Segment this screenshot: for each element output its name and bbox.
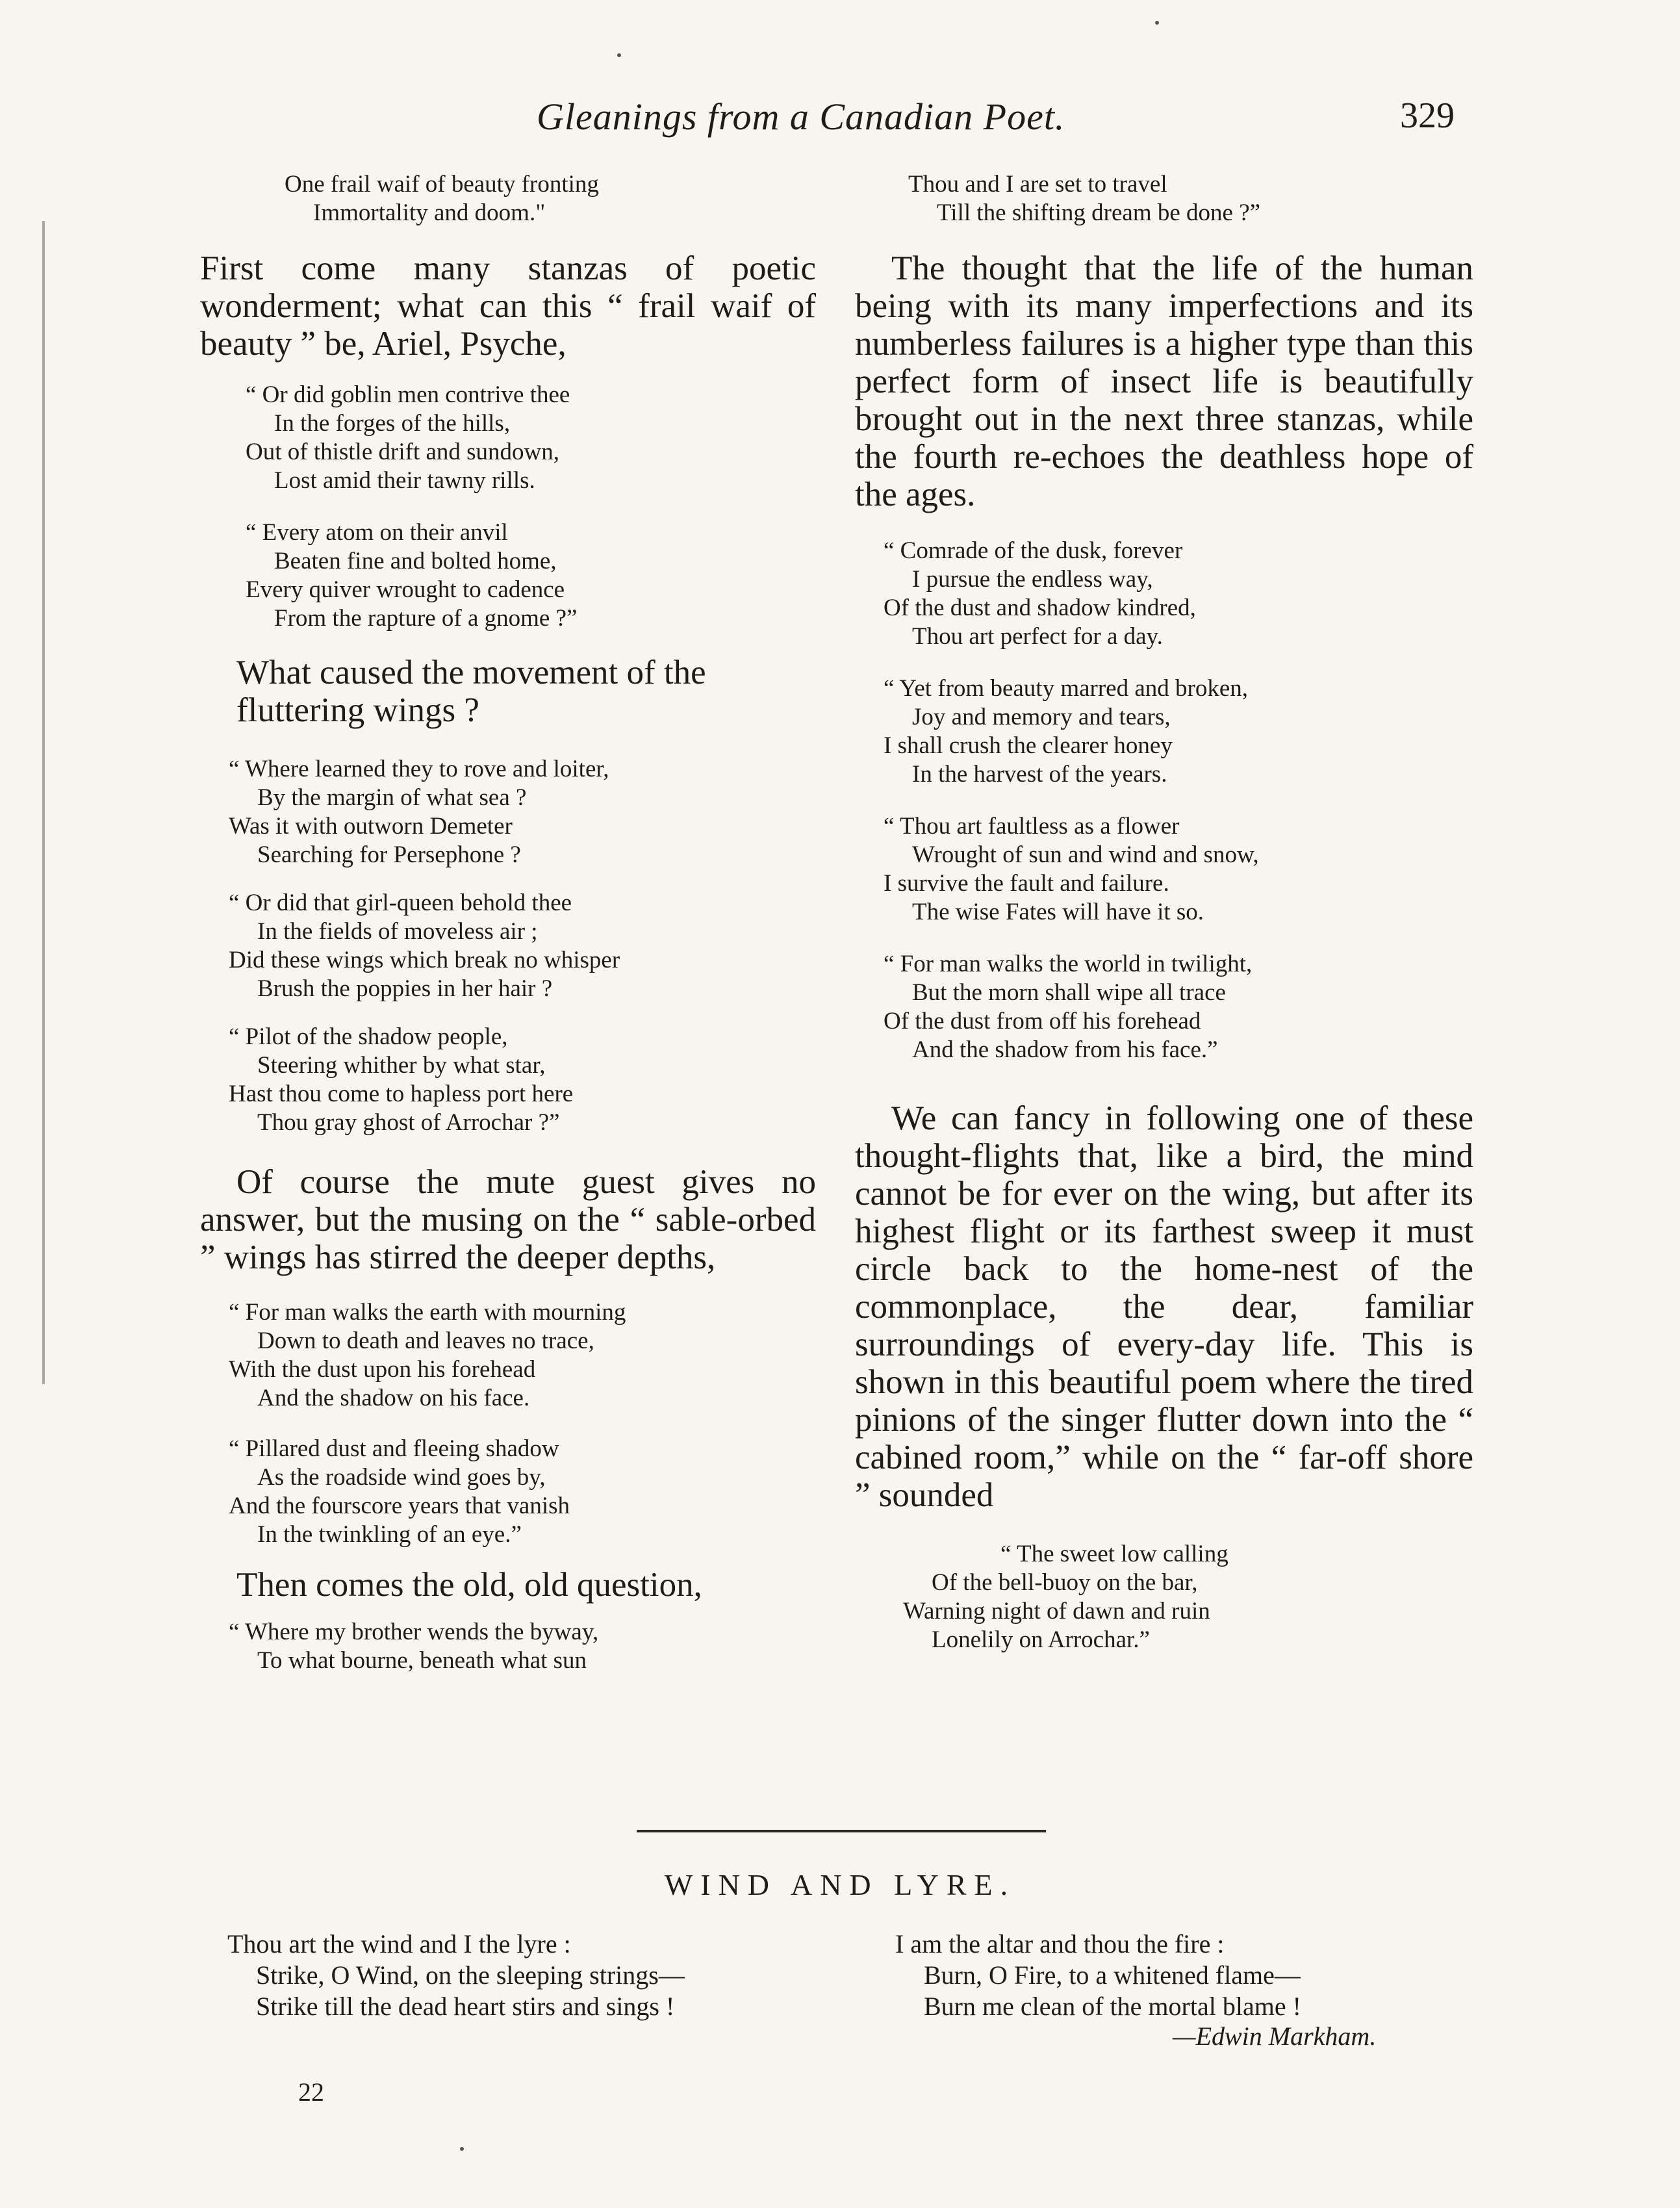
verse-line: I pursue the endless way, (912, 566, 1153, 593)
verse-line: Thou gray ghost of Arrochar ?” (257, 1109, 560, 1136)
stanza-travel (855, 170, 1473, 227)
verse-line: “ For man walks the earth with mourning (229, 1299, 626, 1326)
verse-line: Brush the poppies in her hair ? (257, 975, 553, 1002)
stanza-bell (855, 1540, 1473, 1654)
stanza-opening (200, 170, 816, 227)
verse-line: From the rapture of a gnome ?” (274, 605, 578, 632)
verse-line: “ Yet from beauty marred and broken, (884, 675, 1248, 702)
section-divider (637, 1830, 1046, 1832)
verse-line: “ Where learned they to rove and loiter, (229, 756, 609, 782)
verse-line: Burn, O Fire, to a whitened flame— (924, 1960, 1301, 1990)
verse-line: Strike till the dead heart stirs and sings ! (256, 1992, 675, 2021)
prose-paragraph-4: Then comes the old, old question, (236, 1566, 702, 1604)
verse-line: With the dust upon his forehead (229, 1356, 536, 1383)
verse-line: Hast thou come to hapless port here (229, 1081, 574, 1107)
verse-line: “ Every atom on their anvil (246, 519, 508, 546)
wind-and-lyre-left-stanza (227, 1929, 685, 2022)
stanza-brother (200, 1618, 816, 1675)
verse-line: But the morn shall wipe all trace (912, 979, 1226, 1006)
verse-line: And the shadow on his face. (257, 1385, 530, 1411)
verse-line: Beaten fine and bolted home, (274, 548, 557, 574)
verse-line: And the shadow from his face.” (912, 1036, 1218, 1063)
verse-line: “ Pilot of the shadow people, (229, 1023, 508, 1050)
ink-speck (460, 2147, 464, 2151)
verse-line: In the fields of moveless air ; (257, 918, 538, 945)
stanza-faultless (855, 812, 1473, 927)
stanza-pilot (200, 1023, 816, 1137)
stanza-goblin (200, 381, 816, 495)
verse-line: In the forges of the hills, (274, 410, 511, 437)
verse-line: Was it with outworn Demeter (229, 813, 513, 840)
signature-mark: 22 (298, 2077, 324, 2107)
stanza-twilight (855, 950, 1473, 1064)
verse-line: Thou and I are set to travel (908, 171, 1167, 198)
verse-line: Joy and memory and tears, (912, 704, 1171, 730)
verse-line: The wise Fates will have it so. (912, 899, 1204, 925)
verse-line: Of the dust from off his forehead (884, 1008, 1201, 1034)
scan-margin-edge (42, 221, 45, 1384)
running-header-title: Gleanings from a Canadian Poet. (537, 96, 1065, 138)
prose-paragraph-1: First come many stanzas of poetic wonderment; what can this “ frail waif of beauty ” be, Ariel, Psyche, (200, 250, 816, 363)
verse-line: “ Pillared dust and fleeing shadow (229, 1435, 559, 1462)
verse-line: Of the dust and shadow kindred, (884, 595, 1196, 621)
prose-paragraph-2: What caused the movement of the fluttering wings ? (236, 654, 706, 729)
verse-line: And the fourscore years that vanish (229, 1493, 570, 1519)
ink-speck (617, 53, 621, 57)
verse-line: I am the altar and thou the fire : (895, 1929, 1225, 1958)
verse-line: I shall crush the clearer honey (884, 732, 1173, 759)
verse-line: Of the bell-buoy on the bar, (932, 1569, 1198, 1596)
prose-paragraph-3: Of course the mute guest gives no answer, but the musing on the “ sable-orbed ” wings has stirred the deeper depths, (200, 1163, 816, 1276)
verse-line: Did these wings which break no whisper (229, 947, 620, 973)
left-column (200, 170, 816, 1675)
prose-paragraph-right-2: We can fancy in following one of these thought-flights that, like a bird, the mind cannot be for ever on the wing, but after its highest flight or its farthest sweep it must circle back to the home-nest of the commonplace, the dear, familiar surroundings of every-day life. This is shown in this beautiful poem where the tired pinions of the singer flutter down into the “ cabined room,” while on the “ far-off shore ” sounded (855, 1099, 1473, 1514)
verse-line: Thou art the wind and I the lyre : (227, 1929, 571, 1958)
verse-line: Searching for Persephone ? (257, 841, 521, 868)
stanza-mourning (200, 1298, 816, 1413)
verse-line: Strike, O Wind, on the sleeping strings— (256, 1960, 685, 1990)
verse-line: Steering whither by what star, (257, 1052, 546, 1079)
verse-line: Thou art perfect for a day. (912, 623, 1163, 650)
verse-line: “ The sweet low calling (1000, 1541, 1228, 1567)
prose-paragraph-right-1: The thought that the life of the human being with its many imperfections and its numberless failures is a higher type than this perfect form of insect life is beautifully brought out in the next three stanzas, while the fourth re-echoes the deathless hope of the ages. (855, 250, 1473, 513)
verse-line: Out of thistle drift and sundown, (246, 439, 560, 465)
verse-line: Burn me clean of the mortal blame ! (924, 1992, 1301, 2021)
verse-line: Lonelily on Arrochar.” (932, 1626, 1150, 1653)
stanza-beauty (855, 674, 1473, 789)
poem-title: WIND AND LYRE. (664, 1868, 1016, 1901)
stanza-pillared (200, 1435, 816, 1549)
verse-line: Every quiver wrought to cadence (246, 576, 565, 603)
verse-line: “ Or did goblin men contrive thee (246, 381, 570, 408)
right-column (855, 170, 1473, 1654)
verse-line: “ Where my brother wends the byway, (229, 1619, 599, 1645)
verse-line: Lost amid their tawny rills. (274, 467, 535, 494)
stanza-comrade (855, 537, 1473, 651)
ink-speck (1155, 21, 1159, 25)
verse-line: “ For man walks the world in twilight, (884, 951, 1253, 977)
verse-line: Wrought of sun and wind and snow, (912, 841, 1259, 868)
verse-line: Till the shifting dream be done ?” (937, 199, 1261, 226)
wind-and-lyre-right-stanza (895, 1929, 1301, 2022)
verse-line: By the margin of what sea ? (257, 784, 527, 811)
verse-line: “ Thou art faultless as a flower (884, 813, 1180, 840)
poem-attribution: —Edwin Markham. (1173, 2022, 1377, 2051)
verse-line: “ Comrade of the dusk, forever (884, 537, 1183, 564)
verse-line: To what bourne, beneath what sun (257, 1647, 587, 1674)
verse-line: I survive the fault and failure. (884, 870, 1169, 897)
verse-line: “ Or did that girl-queen behold thee (229, 890, 572, 916)
stanza-girl-queen (200, 889, 816, 1003)
stanza-atom (200, 519, 816, 633)
verse-line: As the roadside wind goes by, (257, 1464, 546, 1491)
verse-line: Immortality and doom." (313, 199, 546, 226)
verse-line: One frail waif of beauty fronting (285, 171, 599, 198)
verse-line: Down to death and leaves no trace, (257, 1328, 594, 1354)
verse-line: Warning night of dawn and ruin (903, 1598, 1210, 1624)
stanza-learned (200, 755, 816, 869)
verse-line: In the twinkling of an eye.” (257, 1521, 522, 1548)
verse-line: In the harvest of the years. (912, 761, 1167, 788)
page-number: 329 (1400, 96, 1455, 136)
